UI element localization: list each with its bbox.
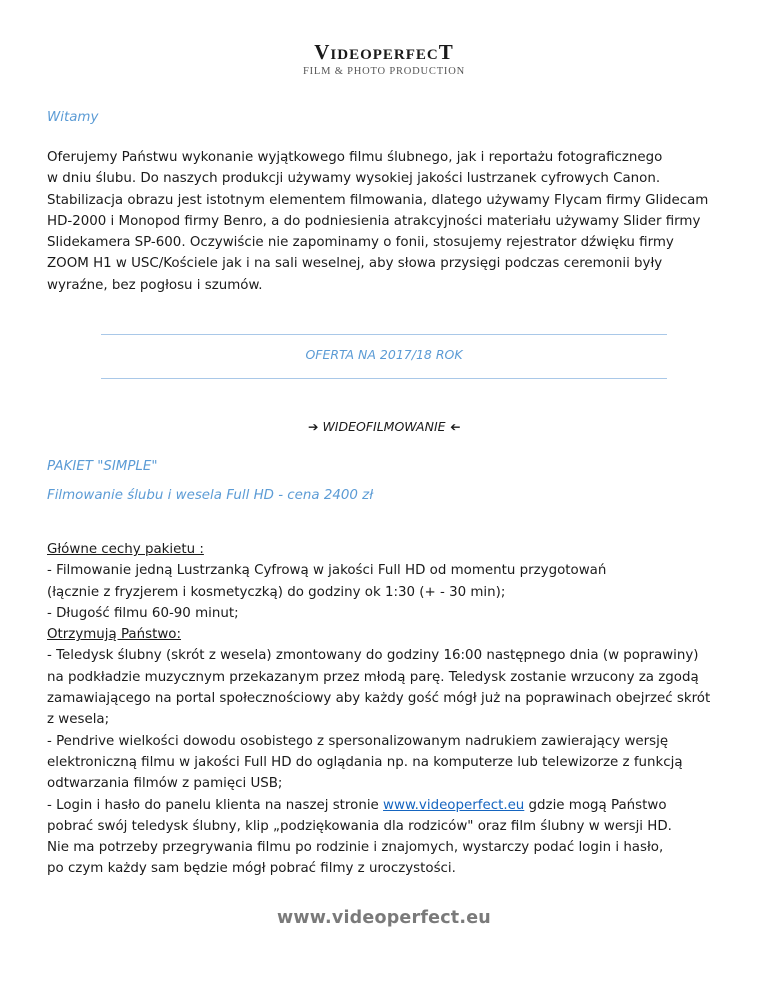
receive-line: elektroniczną filmu w jakości Full HD do oglądania np. na komputerze lub telewizorze z funkcją xyxy=(47,754,683,770)
closing-line: Nie ma potrzeby przegrywania filmu po rodzinie i znajomych, wystarczy podać login i hasło, xyxy=(47,840,664,856)
login-text-before: - Login i hasło do panelu klienta na naszej stronie xyxy=(47,797,384,813)
package-details xyxy=(47,539,727,880)
receive-line: odtwarzania filmów z pamięci USB; xyxy=(47,776,283,792)
intro-line: wyraźne, bez pogłosu i szumów. xyxy=(47,277,263,293)
arrow-right-icon: ➔ xyxy=(307,419,319,434)
divider-bottom xyxy=(101,378,667,379)
package-price: Filmowanie ślubu i wesela Full HD - cena 2400 zł xyxy=(47,488,374,503)
receive-line: z wesela; xyxy=(47,712,110,728)
intro-paragraph xyxy=(47,147,727,296)
login-text-after: gdzie mogą Państwo xyxy=(524,797,667,813)
receive-line: zamawiającego na portal społecznościowy aby każdy gość mógł już na poprawinach obejrzeć skrót xyxy=(47,691,711,707)
closing-line: pobrać swój teledysk ślubny, klip „podziękowania dla rodziców" oraz film ślubny w wersji HD. xyxy=(47,818,672,834)
receive-heading: Otrzymują Państwo: xyxy=(47,627,182,643)
receive-line: na podkładzie muzycznym przekazanym przez młodą parę. Teledysk zostanie wrzucony za zgodą xyxy=(47,669,699,685)
intro-line: w dniu ślubu. Do naszych produkcji używamy wysokiej jakości lustrzanek cyfrowych Canon. xyxy=(47,171,661,187)
features-heading: Główne cechy pakietu : xyxy=(47,542,204,557)
intro-line: HD-2000 i Monopod firmy Benro, a do podniesienia atrakcyjności materiału używamy Slider firmy xyxy=(47,213,701,229)
receive-line: - Pendrive wielkości dowodu osobistego z spersonalizowanym nadrukiem zawierający wersję xyxy=(47,733,669,749)
section-title: WIDEOFILMOWANIE xyxy=(322,419,446,434)
intro-line: Stabilizacja obrazu jest istotnym elementem filmowania, dlatego używamy Flycam firmy Glidecam xyxy=(47,192,709,208)
brand-subtitle: FILM & PHOTO PRODUCTION xyxy=(302,66,465,77)
brand-title: VideoperfecT xyxy=(314,40,454,64)
login-line xyxy=(47,795,727,816)
package-name: PAKIET "SIMPLE" xyxy=(47,459,158,474)
receive-line: - Teledysk ślubny (skrót z wesela) zmontowany do godziny 16:00 następnego dnia (w poprawiny) xyxy=(47,648,699,664)
intro-line: ZOOM H1 w USC/Kościele jak i na sali weselnej, aby słowa przysięgi podczas ceremonii były xyxy=(47,256,663,272)
greeting: Witamy xyxy=(47,110,99,125)
footer-url: www.videoperfect.eu xyxy=(277,908,491,928)
section-heading xyxy=(0,419,768,434)
feature-line: (łącznie z fryzjerem i kosmetyczką) do godziny ok 1:30 (+ - 30 min); xyxy=(47,584,506,600)
brand-logo xyxy=(0,40,768,77)
divider-top xyxy=(101,334,667,335)
closing-line: po czym każdy sam będzie mógł pobrać filmy z uroczystości. xyxy=(47,861,456,877)
feature-line: - Długość filmu 60-90 minut; xyxy=(47,605,239,621)
intro-line: Slidekamera SP-600. Oczywiście nie zapominamy o fonii, stosujemy rejestrator dźwięku firmy xyxy=(47,235,674,251)
arrow-left-icon: ➔ xyxy=(449,419,461,434)
offer-title: OFERTA NA 2017/18 ROK xyxy=(305,347,463,362)
intro-line: Oferujemy Państwu wykonanie wyjątkowego filmu ślubnego, jak i reportażu fotograficznego xyxy=(47,150,663,165)
feature-line: - Filmowanie jedną Lustrzanką Cyfrową w jakości Full HD od momentu przygotowań xyxy=(47,563,607,579)
website-link[interactable]: www.videoperfect.eu xyxy=(383,797,525,813)
